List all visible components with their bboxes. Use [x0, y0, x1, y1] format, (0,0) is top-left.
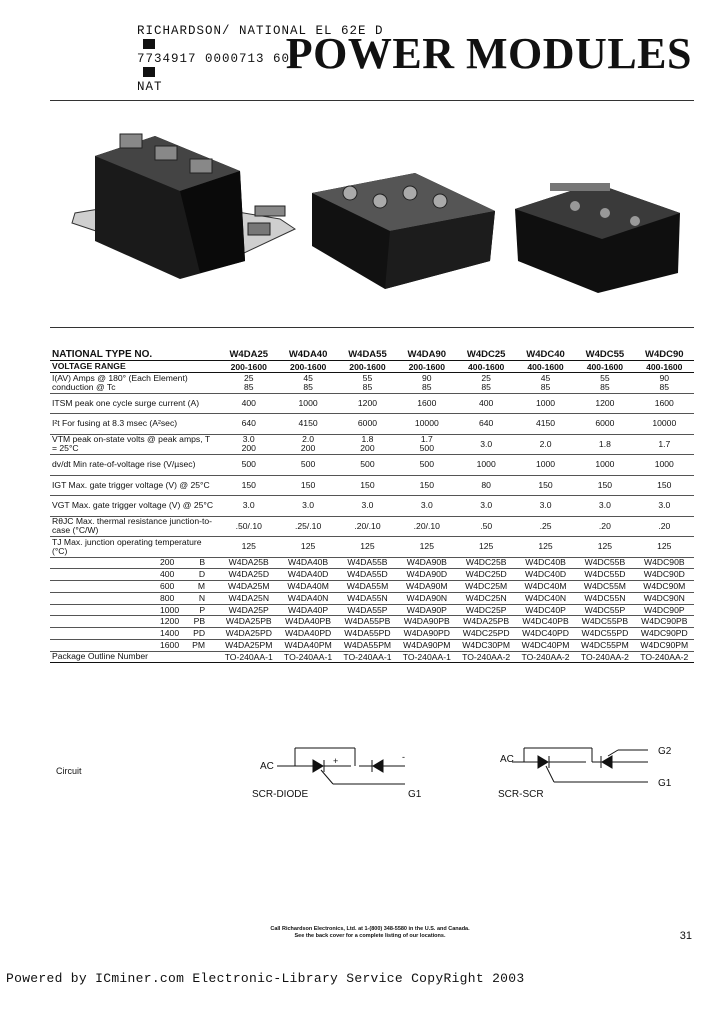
ordering-row — [50, 557, 694, 569]
package-cell: TO-240AA-2 — [575, 651, 634, 662]
ordering-suffix: D — [198, 569, 206, 580]
module-w4dc-large-image — [312, 173, 495, 289]
param-value: 150 — [397, 475, 456, 496]
part-number-cell: W4DA25PM — [219, 640, 278, 652]
param-value: .50 — [457, 516, 516, 537]
param-value: 125 — [575, 537, 634, 558]
ordering-voltage-suffix — [52, 594, 217, 603]
module-w4dc-small-image — [515, 183, 680, 293]
param-row — [50, 434, 694, 455]
voltage-range-cell: 200-1600 — [397, 361, 456, 373]
param-value: 1000 — [278, 393, 337, 414]
barcode-block-icon — [143, 67, 155, 77]
national-type-label: NATIONAL TYPE NO. — [52, 349, 153, 360]
part-number-cell: W4DC55B — [575, 557, 634, 569]
part-number-cell: W4DA90P — [397, 604, 456, 616]
param-label: VGT Max. gate trigger voltage (V) @ 25°C — [50, 496, 219, 517]
param-value: 3.0 — [516, 496, 575, 517]
type-cell: W4DC90 — [645, 349, 684, 360]
param-value: 1600 — [397, 393, 456, 414]
package-cell: TO-240AA-1 — [278, 651, 337, 662]
footer-note — [250, 926, 490, 940]
part-number-cell: W4DC55PB — [575, 616, 634, 628]
param-value: 1.8 200 — [338, 434, 397, 455]
right-circuit-name: SCR-SCR — [498, 789, 544, 800]
ordering-row — [50, 581, 694, 593]
param-label: TJ Max. junction operating temperature (°C) — [50, 537, 219, 558]
param-value: 1200 — [338, 393, 397, 414]
param-value: 45 85 — [278, 373, 337, 394]
param-value: 1000 — [635, 455, 694, 476]
param-value: 3.0 — [575, 496, 634, 517]
part-number-cell: W4DC40N — [516, 592, 575, 604]
part-number-cell: W4DA55PM — [338, 640, 397, 652]
voltage-range-cell: 200-1600 — [278, 361, 337, 373]
param-value: 125 — [278, 537, 337, 558]
param-value: 125 — [457, 537, 516, 558]
left-plus-label: + — [333, 756, 339, 766]
package-cell: TO-240AA-2 — [635, 651, 694, 662]
package-cell: TO-240AA-1 — [338, 651, 397, 662]
ordering-suffix: PB — [193, 616, 206, 627]
part-number-cell: W4DC25D — [457, 569, 516, 581]
param-value: 3.0 — [219, 496, 278, 517]
voltage-range-cell: 400-1600 — [457, 361, 516, 373]
ordering-voltage-suffix — [52, 606, 217, 615]
part-number-cell: W4DA40P — [278, 604, 337, 616]
package-row — [50, 651, 694, 662]
part-number-cell: W4DA40N — [278, 592, 337, 604]
left-g1-label: G1 — [408, 789, 422, 800]
ordering-row — [50, 592, 694, 604]
voltage-range-cell: 400-1600 — [575, 361, 634, 373]
part-number-cell: W4DA55PD — [338, 628, 397, 640]
param-value: 4150 — [516, 414, 575, 435]
part-number-cell: W4DC25PD — [457, 628, 516, 640]
param-value: 125 — [338, 537, 397, 558]
param-label: VTM peak on-state volts @ peak amps, T = 25°C — [50, 434, 219, 455]
ordering-voltage: 1600 — [160, 639, 180, 650]
param-value: 4150 — [278, 414, 337, 435]
voltage-range-cell: 400-1600 — [635, 361, 694, 373]
param-value: 150 — [575, 475, 634, 496]
ordering-label — [50, 592, 219, 604]
right-g2-label: G2 — [658, 746, 672, 757]
ordering-voltage: 200 — [160, 557, 175, 568]
footer-line1: Call Richardson Electronics, Ltd. at 1-(800) 348-5580 in the U.S. and Canada. — [270, 926, 470, 932]
ordering-voltage-suffix — [52, 558, 217, 567]
ordering-label — [50, 581, 219, 593]
part-number-cell: W4DA90PD — [397, 628, 456, 640]
part-number-cell: W4DC40PM — [516, 640, 575, 652]
part-number-cell: W4DC40D — [516, 569, 575, 581]
part-number-cell: W4DC90PM — [635, 640, 694, 652]
ordering-label — [50, 569, 219, 581]
part-number-cell: W4DA40M — [278, 581, 337, 593]
part-number-cell: W4DC40M — [516, 581, 575, 593]
param-value: 1.7 — [635, 434, 694, 455]
param-value: .20 — [635, 516, 694, 537]
parameter-rows — [50, 373, 694, 558]
part-number-cell: W4DA90PM — [397, 640, 456, 652]
ordering-voltage: 1000 — [160, 604, 180, 615]
right-g1-label: G1 — [658, 778, 672, 789]
part-number-cell: W4DC90P — [635, 604, 694, 616]
part-number-cell: W4DC25M — [457, 581, 516, 593]
param-value: 400 — [219, 393, 278, 414]
package-cell: TO-240AA-1 — [397, 651, 456, 662]
ordering-suffix: PD — [193, 628, 206, 639]
param-value: .25 — [516, 516, 575, 537]
ordering-row — [50, 604, 694, 616]
ordering-label — [50, 604, 219, 616]
part-number-cell: W4DC55D — [575, 569, 634, 581]
param-value: 3.0 — [338, 496, 397, 517]
part-number-cell: W4DA40PM — [278, 640, 337, 652]
param-value: 1000 — [457, 455, 516, 476]
ordering-voltage: 400 — [160, 569, 175, 580]
part-number-cell: W4DA25PD — [219, 628, 278, 640]
voltage-range-cell: 400-1600 — [516, 361, 575, 373]
part-number-cell: W4DA90M — [397, 581, 456, 593]
param-label: RθJC Max. thermal resistance junction-to-case (°C/W) — [50, 516, 219, 537]
param-value: 1000 — [516, 455, 575, 476]
part-number-cell: W4DA55N — [338, 592, 397, 604]
ordering-voltage: 1200 — [160, 616, 180, 627]
param-value: 3.0 200 — [219, 434, 278, 455]
ordering-suffix: M — [197, 580, 206, 591]
ordering-voltage-suffix — [52, 629, 217, 638]
type-cell: W4DA40 — [288, 349, 328, 360]
page-number: 31 — [679, 930, 692, 942]
part-number-cell: W4DC25B — [457, 557, 516, 569]
ordering-voltage: 1400 — [160, 628, 180, 639]
part-number-cell: W4DC90PD — [635, 628, 694, 640]
param-row — [50, 393, 694, 414]
part-number-cell: W4DA25P — [219, 604, 278, 616]
param-row — [50, 373, 694, 394]
param-value: 150 — [635, 475, 694, 496]
package-cell: TO-240AA-2 — [516, 651, 575, 662]
footer-line2: See the back cover for a complete listing of our locations. — [294, 933, 446, 939]
page-title: POWER MODULES — [285, 29, 692, 78]
param-value: 1200 — [575, 393, 634, 414]
part-number-cell: W4DC40B — [516, 557, 575, 569]
part-number-cell: W4DC30PM — [457, 640, 516, 652]
param-value: 125 — [635, 537, 694, 558]
param-row — [50, 516, 694, 537]
param-row — [50, 414, 694, 435]
type-cell: W4DA90 — [407, 349, 447, 360]
param-value: .20/.10 — [397, 516, 456, 537]
left-minus-label: - — [402, 752, 405, 762]
part-number-cell: W4DA55P — [338, 604, 397, 616]
param-row — [50, 475, 694, 496]
part-number-cell: W4DA40PB — [278, 616, 337, 628]
part-number-cell: W4DA25PB — [219, 616, 278, 628]
param-value: 1.8 — [575, 434, 634, 455]
package-cell: TO-240AA-2 — [457, 651, 516, 662]
part-number-cell: W4DA25B — [219, 557, 278, 569]
part-number-cell: W4DC40PD — [516, 628, 575, 640]
param-value: 3.0 — [457, 434, 516, 455]
part-number-cell: W4DA25D — [219, 569, 278, 581]
part-number-cell: W4DC55PD — [575, 628, 634, 640]
param-value: 3.0 — [457, 496, 516, 517]
param-value: 90 85 — [635, 373, 694, 394]
header-company: RICHARDSON/ NATIONAL EL 62E D — [137, 24, 384, 38]
param-value: 90 85 — [397, 373, 456, 394]
param-value: 45 85 — [516, 373, 575, 394]
param-value: 125 — [516, 537, 575, 558]
part-number-cell: W4DC25P — [457, 604, 516, 616]
part-number-cell: W4DA90N — [397, 592, 456, 604]
part-number-cell: W4DA25M — [219, 581, 278, 593]
param-value: 640 — [457, 414, 516, 435]
param-label: I²t For fusing at 8.3 msec (A²sec) — [50, 414, 219, 435]
param-value: 500 — [397, 455, 456, 476]
voltage-range-label: VOLTAGE RANGE — [50, 361, 219, 373]
part-number-cell: W4DA55M — [338, 581, 397, 593]
part-number-cell: W4DC55P — [575, 604, 634, 616]
part-number-cell: W4DC55N — [575, 592, 634, 604]
part-number-cell: W4DA90B — [397, 557, 456, 569]
ordering-row — [50, 569, 694, 581]
param-value: 10000 — [397, 414, 456, 435]
ordering-label — [50, 640, 219, 652]
module-w4da-image — [72, 134, 295, 279]
param-label: dv/dt Min rate-of-voltage rise (V/µsec) — [50, 455, 219, 476]
part-number-cell: W4DA55PB — [338, 616, 397, 628]
barcode-block-icon — [143, 39, 155, 49]
right-ac-label: AC — [500, 754, 514, 765]
param-value: .20 — [575, 516, 634, 537]
param-row — [50, 496, 694, 517]
param-value: 55 85 — [575, 373, 634, 394]
ordering-row — [50, 616, 694, 628]
param-value: 1000 — [575, 455, 634, 476]
product-photo — [50, 100, 694, 328]
part-number-cell: W4DC90D — [635, 569, 694, 581]
voltage-range-cell: 200-1600 — [219, 361, 278, 373]
part-number-cell: W4DC90M — [635, 581, 694, 593]
type-header-row — [50, 349, 694, 361]
part-number-cell: W4DA25PB — [457, 616, 516, 628]
part-number-cell: W4DA55B — [338, 557, 397, 569]
ordering-voltage: 800 — [160, 592, 175, 603]
part-number-cell: W4DA40D — [278, 569, 337, 581]
ordering-rows — [50, 557, 694, 651]
param-value: 125 — [219, 537, 278, 558]
param-value: 2.0 — [516, 434, 575, 455]
ordering-voltage-suffix — [52, 570, 217, 579]
part-number-cell: W4DA40B — [278, 557, 337, 569]
spec-table — [50, 349, 694, 663]
part-number-cell: W4DA90PB — [397, 616, 456, 628]
ordering-label — [50, 557, 219, 569]
param-value: 6000 — [575, 414, 634, 435]
powered-by-watermark: Powered by ICminer.com Electronic-Library Service CopyRight 2003 — [6, 971, 525, 986]
ordering-suffix: PM — [192, 639, 206, 650]
param-label: ITSM peak one cycle surge current (A) — [50, 393, 219, 414]
ordering-row — [50, 628, 694, 640]
param-value: 150 — [516, 475, 575, 496]
part-number-cell: W4DC55M — [575, 581, 634, 593]
ordering-voltage-suffix — [52, 582, 217, 591]
type-cell: W4DC25 — [466, 349, 506, 360]
param-row — [50, 537, 694, 558]
part-number-cell: W4DC90N — [635, 592, 694, 604]
param-value: 500 — [278, 455, 337, 476]
param-value: 500 — [338, 455, 397, 476]
param-value: 10000 — [635, 414, 694, 435]
param-value: 55 85 — [338, 373, 397, 394]
circuit-label: Circuit — [56, 766, 82, 776]
part-number-cell: W4DA55D — [338, 569, 397, 581]
part-number-cell: W4DC40PB — [516, 616, 575, 628]
param-label: I(AV) Amps @ 180° (Each Element) conduction @ Tc — [50, 373, 219, 394]
ordering-row — [50, 640, 694, 652]
left-ac-label: AC — [260, 761, 274, 772]
package-cell: TO-240AA-1 — [219, 651, 278, 662]
param-label: IGT Max. gate trigger voltage (V) @ 25°C — [50, 475, 219, 496]
type-cell: W4DC40 — [526, 349, 565, 360]
ordering-suffix: P — [199, 604, 206, 615]
ordering-voltage-suffix — [52, 617, 217, 626]
param-value: 150 — [219, 475, 278, 496]
part-number-cell: W4DC90B — [635, 557, 694, 569]
header-suffix: NAT — [137, 80, 163, 94]
ordering-label — [50, 628, 219, 640]
param-value: 1600 — [635, 393, 694, 414]
param-value: 3.0 — [397, 496, 456, 517]
part-number-cell: W4DC90PB — [635, 616, 694, 628]
part-number-cell: W4DC55PM — [575, 640, 634, 652]
type-cell: W4DC55 — [585, 349, 625, 360]
param-value: 25 85 — [457, 373, 516, 394]
type-cell: W4DA25 — [229, 349, 269, 360]
param-value: 3.0 — [278, 496, 337, 517]
param-value: 80 — [457, 475, 516, 496]
param-value: 150 — [338, 475, 397, 496]
param-value: 2.0 200 — [278, 434, 337, 455]
part-number-cell: W4DC25N — [457, 592, 516, 604]
ordering-suffix: N — [198, 592, 206, 603]
param-value: 1000 — [516, 393, 575, 414]
left-circuit-name: SCR-DIODE — [252, 789, 309, 800]
package-label: Package Outline Number — [50, 651, 219, 662]
param-value: .50/.10 — [219, 516, 278, 537]
param-value: 500 — [219, 455, 278, 476]
ordering-voltage-suffix — [52, 641, 217, 650]
param-value: 25 85 — [219, 373, 278, 394]
ordering-voltage: 600 — [160, 580, 175, 591]
part-number-cell: W4DC40P — [516, 604, 575, 616]
param-value: 3.0 — [635, 496, 694, 517]
ordering-label — [50, 616, 219, 628]
voltage-range-row — [50, 361, 694, 373]
param-value: 125 — [397, 537, 456, 558]
part-number-cell: W4DA40PD — [278, 628, 337, 640]
param-value: 1.7 500 — [397, 434, 456, 455]
part-number-cell: W4DA25N — [219, 592, 278, 604]
type-cell: W4DA55 — [348, 349, 387, 360]
voltage-range-cell: 200-1600 — [338, 361, 397, 373]
part-number-cell: W4DA90D — [397, 569, 456, 581]
ordering-suffix: B — [199, 557, 206, 568]
param-value: 6000 — [338, 414, 397, 435]
param-value: 640 — [219, 414, 278, 435]
doc-number: 7734917 0000713 602 — [137, 52, 299, 66]
param-value: 400 — [457, 393, 516, 414]
param-value: 150 — [278, 475, 337, 496]
param-value: .20/.10 — [338, 516, 397, 537]
param-row — [50, 455, 694, 476]
param-value: .25/.10 — [278, 516, 337, 537]
